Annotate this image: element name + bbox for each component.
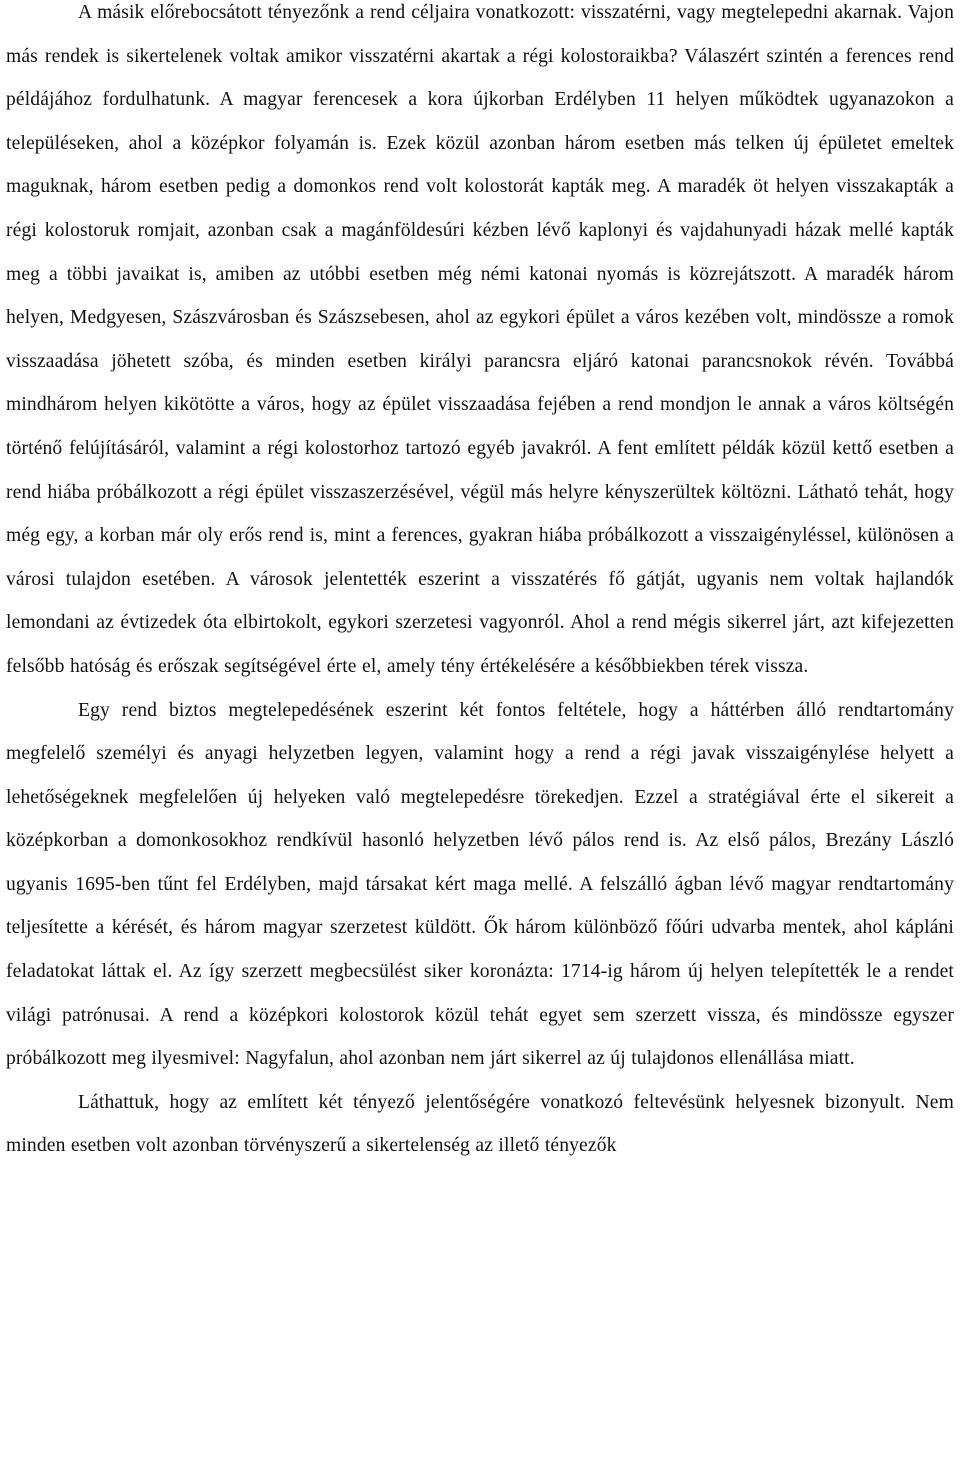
document-page: [6, 0, 954, 1168]
paragraph-pauline-settlement: Egy rend biztos megtelepedésének eszerint két fontos feltétele, hogy a háttérben álló rendtartomány megfelelő személyi és anyagi helyzetben legyen, valamint hogy a rend a régi javak visszaigénylése helyett a lehetőségeknek megfelelően új helyeken való megtelepedésre törekedjen. Ezzel a stratégiával érte el sikereit a középkorban a domonkosokhoz rendkívül hasonló helyzetben lévő pálos rend is. Az első pálos, Brezány László ugyanis 1695-ben tűnt fel Erdélyben, majd társakat kért maga mellé. A felszálló ágban lévő magyar rendtartomány teljesítette a kérését, és három magyar szerzetest küldött. Ők három különböző főúri udvarba mentek, ahol kápláni feladatokat láttak el. Az így szerzett megbecsülést siker koronázta: 1714-ig három új helyen telepítették le a rendet világi patrónusai. A rend a középkori kolostorok közül tehát egyet sem szerzett vissza, és mindössze egyszer próbálkozott meg ilyesmivel: Nagyfalun, ahol azonban nem járt sikerrel az új tulajdonos ellenállása miatt.: [6, 699, 954, 1070]
paragraph-franciscan-return: A másik előrebocsátott tényezőnk a rend céljaira vonatkozott: visszatérni, vagy megtelepedni akarnak. Vajon más rendek is sikertelenek voltak amikor visszatérni akartak a régi kolostoraikba? Válaszért szintén a ferences rend példájához fordulhatunk. A magyar ferencesek a kora újkorban Erdélyben 11 helyen működtek ugyanazokon a településeken, ahol a középkor folyamán is. Ezek közül azonban három esetben más telken új épületet emeltek maguknak, három esetben pedig a domonkos rend volt kolostorát kapták meg. A maradék öt helyen visszakapták a régi kolostoruk romjait, azonban csak a magánföldesúri kézben lévő kaplonyi és vajdahunyadi házak mellé kapták meg a többi javaikat is, amiben az utóbbi esetben még némi katonai nyomás is közrejátszott. A maradék három helyen, Medgyesen, Szászvárosban és Szászsebesen, ahol az egykori épület a város kezében volt, mindössze a romok visszaadása jöhetett szóba, és minden esetben királyi parancsra eljáró katonai parancsnokok révén. Továbbá mindhárom helyen kikötötte a város, hogy az épület visszaadása fejében a rend mondjon le annak a város költségén történő felújításáról, valamint a régi kolostorhoz tartozó egyéb javakról. A fent említett példák közül kettő esetben a rend hiába próbálkozott a régi épület visszaszerzésével, végül más helyre kényszerültek költözni. Látható tehát, hogy még egy, a korban már oly erős rend is, mint a ferences, gyakran hiába próbálkozott a visszaigényléssel, különösen a városi tulajdon esetében. A városok jelentették eszerint a visszatérés fő gátját, ugyanis nem voltak hajlandók lemondani az évtizedek óta elbirtokolt, egykori szerzetesi vagyonról. Ahol a rend mégis sikerrel járt, azt kifejezetten felsőbb hatóság és erőszak segítségével érte el, amely tény értékelésére a későbbiekben térek vissza.: [6, 2, 954, 677]
paragraph-conclusion: Láthattuk, hogy az említett két tényező jelentőségére vonatkozó feltevésünk helyesnek bizonyult. Nem minden esetben volt azonban törvényszerű a sikertelenség az illető tényezők: [6, 1091, 954, 1157]
